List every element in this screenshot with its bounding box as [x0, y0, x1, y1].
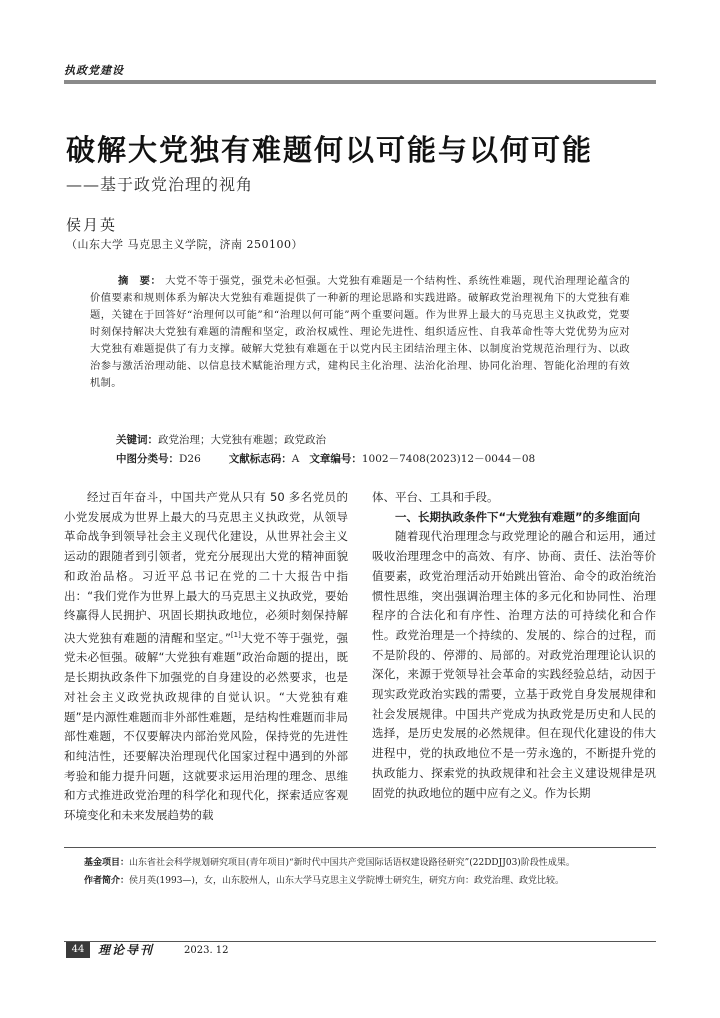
body-paragraph: 随着现代治理理念与政党理论的融合和运用，通过吸收治理理念中的高效、有序、协商、责任、法治等价值要素，政党治理活动开始跳出管治、命令的政治统治惯性思维，突出强调治理主体的多元化和协同性、治理程序的合法化和有序性、治理方法的可持续化和合作性。政党治理是一个持续的、发展的、综合的过程，而不是阶段的、停滞的、局部的。对政党治理理论认识的深化，来源于党领导社会革命的实践经验总结，动因于现实政党政治实践的需要，立基于政党自身发展规律和社会发展规律。中国共产党成为执政党是历史和人民的选择，是历史发展的必然规律。但在现代化建设的伟大进程中，党的执政地位不是一劳永逸的，不断提升党的执政能力、探索党的执政规律和社会主义建设规律是巩固党的执政地位的题中应有之义。作为长期 — [372, 529, 656, 800]
abstract — [90, 273, 630, 392]
article-no-value: 1002－7408(2023)12－0044－08 — [361, 453, 536, 465]
body-paragraph: 体、平台、工具和手段。 — [372, 490, 499, 504]
section-label: 执政党建设 — [64, 64, 124, 77]
footnote-fund — [66, 856, 656, 871]
abstract-label: 摘 要： — [118, 275, 162, 287]
bio-label: 作者简介： — [84, 876, 130, 886]
clc-label: 中图分类号： — [116, 453, 179, 465]
footnotes — [66, 856, 656, 892]
body-text: 大党不等于强党，强党未必恒强。破解“大党独有难题”政治命题的提出，既是长期执政条件下加强党的自身建设的必然要求，也是对社会主义政党执政规律的自觉认识。“大党独有难题”是内源性难题而非外部性难题，是结构性难题而非局部性难题，不仅要解决内部治党风险，保持党的先进性和纯洁性，还要解决治理现代化国家过程中遇到的外部考验和能力提升问题，这就要求运用治理的理念、思维和方式推进政党治理的科学化和现代化，探索适应客观环境变化和未来发展趋势的载 — [64, 630, 348, 823]
body-text: 经过百年奋斗，中国共产党从只有 50 多名党员的小党发展成为世界上最大的马克思主义执政党，从领导革命战争到领导社会主义现代化建设，从世界社会主义运动的跟随者到引领者，党充分展现出大党的精神面貌和政治品格。习近平总书记在党的二十大报告中指出：“我们党作为世界上最大的马克思主义执政党，要始终赢得人民拥护、巩固长期执政地位，必须时刻保持解决大党独有难题的清醒和坚定。” — [64, 490, 348, 645]
section-heading: 一、长期执政条件下“大党独有难题”的多维面向 — [395, 509, 641, 524]
keywords-label: 关键词： — [116, 434, 158, 446]
fund-label: 基金项目： — [84, 858, 130, 868]
body-column-right — [372, 488, 656, 803]
doc-code-label: 文献标志码： — [228, 453, 292, 465]
body-paragraph — [64, 488, 348, 826]
journal-name: 理论导刊 — [98, 943, 155, 957]
classification-line — [116, 451, 535, 466]
doc-code-value: A — [291, 453, 300, 465]
author-name: 侯月英 — [66, 216, 118, 234]
article-title: 破解大党独有难题何以可能与以何可能 — [66, 133, 594, 167]
bio-text: 侯月英(1993—)，女，山东胶州人，山东大学马克思主义学院博士研究生，研究方向：政党治理、政党比较。 — [129, 876, 564, 886]
article-subtitle: ——基于政党治理的视角 — [66, 175, 254, 194]
citation-ref: [1] — [230, 630, 241, 639]
page-number: 44 — [66, 942, 90, 958]
keywords — [116, 432, 326, 447]
author-affiliation: （山东大学 马克思主义学院，济南 250100） — [66, 238, 303, 251]
abstract-text: 大党不等于强党，强党未必恒强。大党独有难题是一个结构性、系统性难题，现代治理理论蕴含的价值要素和规则体系为解决大党独有难题提供了一种新的理论思路和实践进路。破解政党治理视角下的大党独有难题，关键在于回答好“治理何以可能”和“治理以何可能”两个重要问题。作为世界上最大的马克思主义执政党，党要时刻保持解决大党独有难题的清醒和坚定，政治权威性、理论先进性、组织适应性、自我革命性等大党优势为应对大党独有难题提供了有力支撑。破解大党独有难题在于以党内民主团结治理主体、以制度治党规范治理行为、以政治参与激活治理动能、以信息技术赋能治理方式，建构民主化治理、法治化治理、协同化治理、智能化治理的有效机制。 — [90, 275, 631, 389]
fund-text: 山东省社会科学规划研究项目(青年项目)“新时代中国共产党国际话语权建设路径研究”(22DDJJ03)阶段性成果。 — [129, 858, 575, 868]
body-column-left — [64, 488, 348, 826]
clc-value: D26 — [179, 453, 201, 465]
footnote-rule — [64, 847, 656, 848]
header-rule — [64, 80, 656, 84]
keywords-text: 政党治理；大党独有难题；政党政治 — [158, 434, 326, 446]
article-no-label: 文章编号： — [309, 453, 362, 465]
issue-number: 2023. 12 — [184, 945, 229, 956]
footnote-bio — [66, 874, 656, 889]
